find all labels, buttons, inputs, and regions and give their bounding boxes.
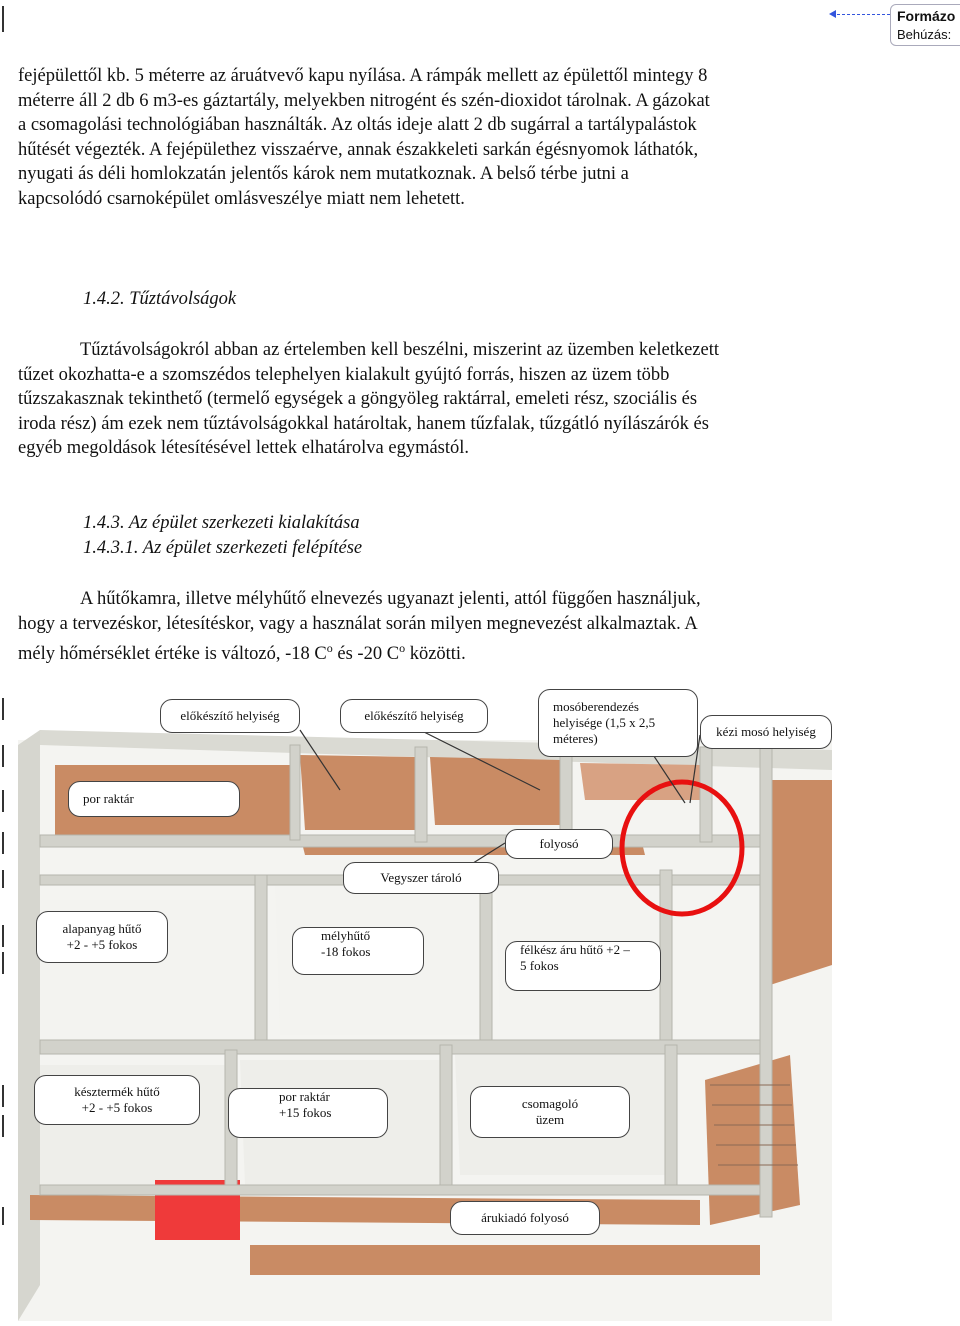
label-powder-store: por raktár [68, 781, 240, 817]
label-deep-freezer [292, 927, 424, 975]
label-dispatch-corridor: árukiadó folyosó [450, 1201, 600, 1235]
change-bar [2, 6, 4, 32]
label-product-cooler [34, 1075, 200, 1125]
label-prep-room-2: előkészítő helyiség [340, 699, 488, 733]
text-line: hogy a tervezéskor, létesítéskor, vagy a használat során milyen megnevezést alkalmaztak. A [18, 613, 698, 634]
text-line: Tűztávolságokról abban az értelemben kell beszélni, miszerint az üzemben keletkezett [80, 340, 719, 360]
room-bottom-strip-2 [250, 1245, 760, 1275]
text-line: A hűtőkamra, illetve mélyhűtő elnevezés ugyanazt jelenti, attól függően használjuk, [80, 589, 701, 609]
text-line-temperature [18, 636, 828, 667]
text-line: tűzet okozhatta-e a szomszédos telephelyen kialakult gyújtó forrás, hiszen az üzem több [18, 364, 670, 385]
label-line: mosóberendezés [553, 699, 639, 714]
section-heading-1-4-3-1: 1.4.3.1. Az épület szerkezeti felépítése [83, 538, 363, 558]
label-line: +2 - +5 fokos [66, 937, 138, 952]
label-wash-room [538, 689, 698, 757]
degree-superscript: o [326, 641, 333, 656]
text-fragment: és -20 C [332, 644, 400, 665]
text-fragment: mély hőmérséklet értéke is változó, -18 C [18, 644, 327, 665]
label-line: +2 - +5 fokos [81, 1100, 153, 1115]
degree-superscript: o [399, 641, 406, 656]
label-line: 5 fokos [520, 958, 559, 973]
label-line: félkész áru hűtő +2 – [520, 942, 630, 957]
text-line: nyugati ás déli homlokzatán jelentős károk nem mutatkoznak. A belső térbe jutni a [18, 164, 629, 185]
label-chem-store: Vegyszer tároló [343, 862, 499, 894]
section-heading-1-4-3: 1.4.3. Az épület szerkezeti kialakítása [83, 513, 360, 533]
label-line: mélyhűtő [321, 928, 371, 943]
room-bottom-right [705, 1055, 800, 1225]
label-semi-finished-cooler [505, 941, 661, 991]
label-powder-store-2 [228, 1088, 388, 1138]
label-line: helyisége (1,5 x 2,5 [553, 715, 656, 730]
room-prep-2 [430, 757, 565, 825]
formatting-comment-balloon[interactable] [890, 4, 960, 46]
label-line: üzem [535, 1112, 565, 1127]
paragraph-fire-description [18, 64, 828, 212]
text-line: egyéb megoldások létesítésével lettek elhatárolva egymástól. [18, 438, 470, 459]
text-line: a csomagolási technológiában használták. Az oltás ideje alatt 2 db sugárral a tartálypalástok [18, 115, 697, 136]
text-line: méterre áll 2 db 6 m3-es gáztartály, melyekben nitrogént és szén-dioxidot tárolnak. A gázokat [18, 90, 710, 111]
label-line: +15 fokos [279, 1105, 332, 1120]
text-line: tűzszakasznak tekinthető (termelő egységek a göngyöleg raktárral, emeleti rész, szociális és [18, 389, 698, 410]
text-line: kapcsolódó csarnoképület omlásveszélye miatt nem lehetett. [18, 188, 465, 209]
label-line: csomagoló [521, 1096, 579, 1111]
text-line: hűtését végezték. A fejépülethez visszaérve, annak északkeleti sarkán égésnyomok láthatók, [18, 139, 699, 160]
label-corridor: folyosó [505, 829, 613, 859]
label-raw-cooler [36, 911, 168, 963]
label-line: méteres) [553, 731, 598, 746]
label-hand-wash: kézi mosó helyiség [700, 715, 832, 749]
outer-wall-left [18, 730, 40, 1321]
label-line: por raktár [279, 1089, 330, 1104]
label-line: késztermék hűtő [74, 1084, 160, 1099]
text-fragment: közötti. [405, 644, 466, 665]
section-heading-1-4-2: 1.4.2. Tűztávolságok [83, 289, 237, 309]
label-packing-plant [470, 1086, 630, 1138]
comment-body: Behúzás: [897, 27, 952, 42]
comment-title: Formázo [897, 8, 956, 24]
comment-connector [832, 14, 890, 19]
label-line: -18 fokos [321, 944, 371, 959]
room-prep-1 [300, 755, 420, 830]
label-prep-room-1: előkészítő helyiség [160, 699, 300, 733]
paragraph-structure [18, 587, 828, 667]
floor-plan-figure [0, 685, 840, 1321]
text-line: fejépülettől kb. 5 méterre az áruátvevő kapu nyílása. A rámpák mellett az épülettől mintegy 8 [18, 66, 708, 86]
paragraph-fire-distances [18, 338, 828, 461]
text-line: iroda rész) ám ezek nem tűztávolságokkal határoltak, hanem tűzfalak, tűzgátló nyílászárók és [18, 413, 709, 434]
comment-arrow-icon [829, 10, 836, 18]
label-line: alapanyag hűtő [62, 921, 142, 936]
